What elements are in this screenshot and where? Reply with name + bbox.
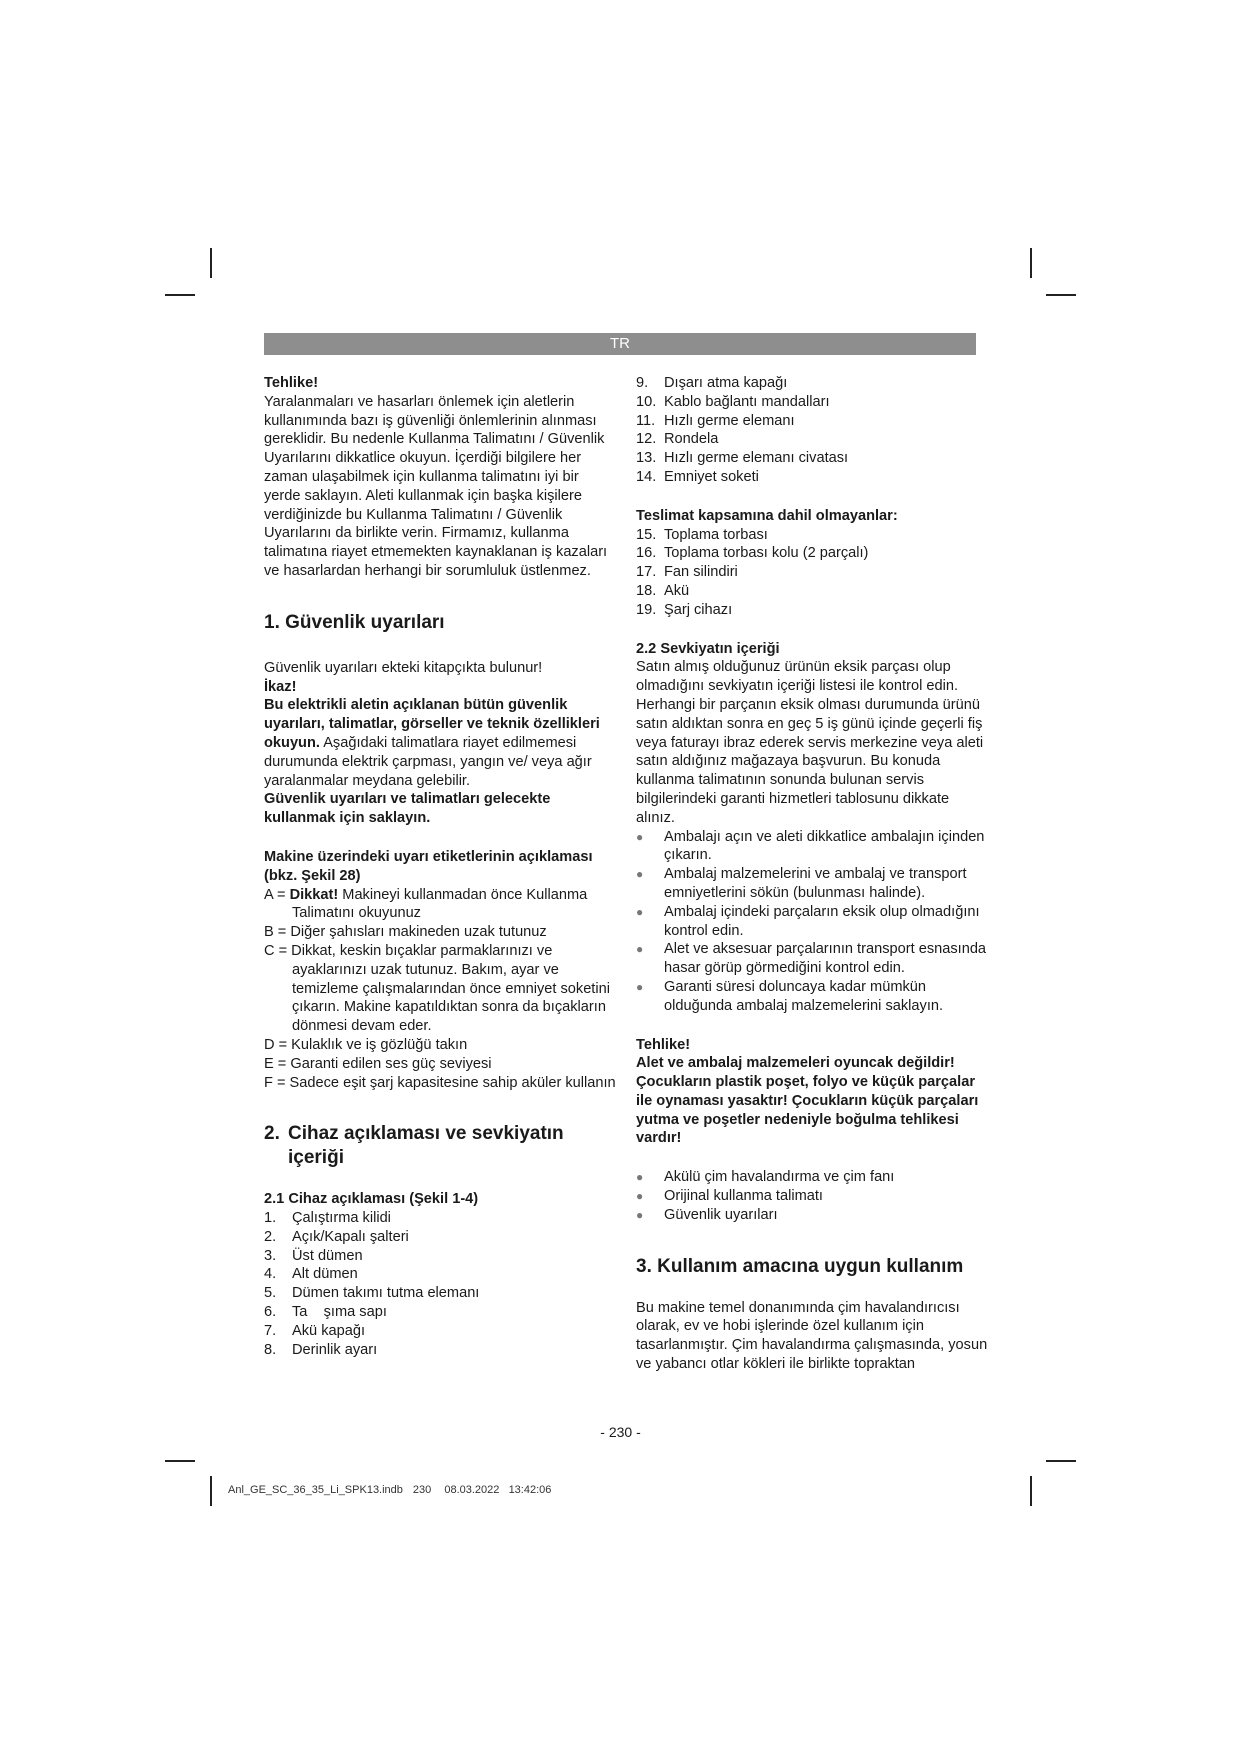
danger-title: Tehlike!	[264, 375, 319, 391]
item-number: 9.	[636, 375, 649, 391]
unpacking-bullets	[636, 828, 988, 1016]
crop-mark	[165, 1460, 195, 1462]
label-text: Garanti edilen ses güç seviyesi	[290, 1055, 492, 1072]
bullet-text: Ambalajı açın ve aleti dikkatlice ambalajın içinden çıkarın.	[664, 828, 985, 864]
item-number: 18.	[636, 582, 657, 599]
bullet-icon: ●	[636, 1189, 644, 1204]
item-number: 7.	[264, 1322, 277, 1339]
bullet-text: Ambalaj malzemelerini ve ambalaj ve transport emniyetlerini sökün (bulunması halinde).	[664, 866, 967, 901]
item-number: 1.	[264, 1210, 277, 1227]
item-text: Alt dümen	[292, 1266, 358, 1283]
item-number: 14.	[636, 468, 657, 485]
label-text: Diğer şahısları makineden uzak tutunuz	[290, 924, 547, 941]
item-number: 15.	[636, 526, 657, 543]
list-item	[636, 412, 988, 431]
bullet-icon: ●	[636, 867, 644, 882]
bullet-text: Orijinal kullanma talimatı	[664, 1188, 823, 1205]
page-number: - 230 -	[600, 1424, 641, 1440]
label-item	[264, 886, 616, 924]
bullet-item	[636, 978, 988, 1016]
crop-mark	[210, 1476, 212, 1506]
crop-mark	[1046, 1460, 1076, 1462]
section-2-title	[264, 1122, 616, 1170]
list-item	[636, 374, 988, 393]
item-number: 19.	[636, 601, 657, 618]
item-text: Dümen takımı tutma elemanı	[292, 1285, 480, 1302]
footer-page: 230	[412, 1484, 432, 1496]
list-item	[636, 526, 988, 545]
label-item	[264, 1074, 616, 1093]
right-column	[636, 374, 988, 1374]
language-header-bar	[264, 333, 976, 355]
bullet-text: Akülü çim havalandırma ve çim fanı	[664, 1169, 895, 1186]
section-2-2-text: Satın almış olduğunuz ürünün eksik parçası olup olmadığını sevkiyatın içeriği listesi ile kontrol edin. Herhangi bir parçanın eksik olması durumunda ürünü satın aldıktan sonra en geç 5 iş günü içinde geçerli fiş veya faturayı ibraz ederek servis merkezine veya aleti satın aldığınız mağazaya başvurun. Bu konuda kullanma talimatının sonunda bulunan servis bilgilerindeki garanti hizmetleri tablosunu dikkate alınız.	[636, 659, 984, 826]
item-text: Hızlı germe elemanı civatası	[664, 450, 849, 467]
list-item	[636, 582, 988, 601]
section-1-bold-2: Güvenlik uyarıları ve talimatları gelecekte kullanmak için saklayın.	[264, 791, 551, 827]
item-text: Ta şıma sapı	[292, 1304, 387, 1321]
not-included-title: Teslimat kapsamına dahil olmayanlar:	[636, 507, 898, 524]
section-1-bold-1: Bu elektrikli aletin açıklanan bütün güvenlik uyarıları, talimatlar, görseller ve teknik özellikleri okuyun.	[264, 697, 600, 751]
label-key: E =	[264, 1055, 291, 1072]
item-text: Açık/Kapalı şalteri	[292, 1228, 409, 1245]
label-key: B =	[264, 924, 291, 941]
label-key: A =	[264, 886, 290, 903]
label-key: D =	[264, 1036, 292, 1053]
language-label: TR	[610, 335, 630, 352]
list-item	[264, 1247, 616, 1266]
section-3-text: Bu makine temel donanımında çim havalandırıcısı olarak, ev ve hobi işlerinde özel kullanım için tasarlanmıştır. Çim havalandırma çalışmasında, yosun ve yabancı otlar kökleri ile birlikte topraktan	[636, 1299, 988, 1373]
danger-2-title: Tehlike!	[636, 1036, 691, 1053]
label-item	[264, 1055, 616, 1074]
list-item	[264, 1303, 616, 1322]
section-2-1-title: 2.1 Cihaz açıklaması (Şekil 1-4)	[264, 1191, 479, 1208]
item-text: Derinlik ayarı	[292, 1341, 378, 1358]
bullet-icon: ●	[636, 829, 644, 844]
item-number: 13.	[636, 450, 657, 467]
bullet-item	[636, 1168, 988, 1187]
bullet-icon: ●	[636, 979, 644, 994]
label-text: Sadece eşit şarj kapasitesine sahip aküler kullanın	[289, 1074, 616, 1091]
list-item	[264, 1284, 616, 1303]
danger-text: Yaralanmaları ve hasarları önlemek için aletlerin kullanımında bazı iş güvenliği önlemlerinin alınması gereklidir. Bu nedenle Kullanma Talimatını / Güvenlik Uyarılarını dikkatlice okuyun. İçerdiği bilgilere her zaman ulaşabilmek için kullanma talimatını iyi bir yerde saklayın. Aleti kullanmak için başka kişilere verdiğinizde bu Kullanma Talimatını / Güvenlik Uyarılarını da birlikte verin. Firmamız, kullanma talimatına riayet etmemekten kaynaklanan iş kazaları ve hasarlardan herhangi bir sorumluluk üstlenmez.	[264, 393, 608, 579]
footer-datetime: 08.03.2022 13:42:06	[444, 1484, 552, 1496]
parts-list	[264, 1209, 616, 1359]
item-number: 6.	[264, 1304, 277, 1321]
label-text: Makineyi kullanmadan önce Kullanma Talimatını okuyunuz	[292, 886, 588, 922]
item-text: Dışarı atma kapağı	[664, 375, 788, 391]
label-item	[264, 942, 616, 1036]
list-item	[636, 601, 988, 620]
labels-list	[264, 886, 616, 1093]
label-key: C =	[264, 942, 292, 959]
item-number: 10.	[636, 393, 657, 410]
list-item	[636, 430, 988, 449]
bullet-item	[636, 940, 988, 978]
item-number: 2.	[264, 1228, 277, 1245]
footer-file: Anl_GE_SC_36_35_Li_SPK13.indb	[228, 1484, 403, 1496]
crop-mark	[210, 248, 212, 278]
item-text: Akü kapağı	[292, 1322, 366, 1339]
label-item	[264, 923, 616, 942]
item-number: 11.	[636, 412, 656, 429]
item-text: Toplama torbası kolu (2 parçalı)	[664, 545, 869, 562]
crop-mark	[165, 294, 195, 296]
crop-mark	[1046, 294, 1076, 296]
bullet-text: Garanti süresi doluncaya kadar mümkün olduğunda ambalaj malzemelerini saklayın.	[664, 978, 944, 1014]
list-item	[264, 1265, 616, 1284]
item-text: Üst dümen	[292, 1247, 363, 1264]
list-item	[636, 544, 988, 563]
item-text: Çalıştırma kilidi	[292, 1210, 391, 1227]
bullet-text: Alet ve aksesuar parçalarının transport esnasında hasar görüp görmediğini kontrol edin.	[664, 941, 987, 977]
bullet-icon: ●	[636, 1207, 644, 1222]
bullet-icon: ●	[636, 942, 644, 957]
section-1-paragraph	[264, 696, 616, 790]
section-1-warning: İkaz!	[264, 678, 297, 695]
section-1-title: 1. Güvenlik uyarıları	[264, 611, 445, 633]
labels-title: Makine üzerindeki uyarı etiketlerinin açıklaması (bkz. Şekil 28)	[264, 848, 593, 884]
print-footer	[228, 1484, 551, 1496]
section-2-text: Cihaz açıklaması ve sevkiyatın içeriği	[288, 1123, 564, 1169]
delivery-contents-list	[636, 1168, 988, 1224]
item-number: 12.	[636, 431, 657, 448]
label-bold: Dikkat!	[289, 886, 339, 903]
label-text: Kulaklık ve iş gözlüğü takın	[291, 1036, 468, 1053]
item-number: 16.	[636, 545, 657, 562]
list-item	[264, 1341, 616, 1360]
item-text: Hızlı germe elemanı	[664, 412, 795, 429]
label-text: Dikkat, keskin bıçaklar parmaklarınızı ve ayaklarınızı uzak tutunuz. Bakım, ayar ve temizleme çalışmalarından önce emniyet soketini çıkarın. Makine kapatıldıktan sonra da bıçakların dönmesi devam eder.	[291, 942, 610, 1035]
list-item	[636, 468, 988, 487]
item-text: Fan silindiri	[664, 564, 738, 581]
bullet-item	[636, 865, 988, 903]
list-item	[264, 1322, 616, 1341]
list-item	[264, 1209, 616, 1228]
bullet-text: Ambalaj içindeki parçaların eksik olup olmadığını kontrol edin.	[664, 903, 980, 939]
item-text: Şarj cihazı	[664, 601, 733, 618]
item-text: Akü	[664, 582, 690, 599]
bullet-icon: ●	[636, 1170, 644, 1185]
section-2-2-title: 2.2 Sevkiyatın içeriği	[636, 640, 780, 657]
label-key: F =	[264, 1074, 290, 1091]
item-text: Rondela	[664, 431, 719, 448]
crop-mark	[1030, 1476, 1032, 1506]
parts-list-continued	[636, 374, 988, 487]
item-number: 3.	[264, 1247, 277, 1264]
section-1-intro: Güvenlik uyarıları ekteki kitapçıkta bulunur!	[264, 659, 543, 676]
crop-mark	[1030, 248, 1032, 278]
item-number: 4.	[264, 1266, 277, 1283]
section-2-number: 2.	[264, 1123, 280, 1145]
item-number: 5.	[264, 1285, 277, 1302]
list-item	[636, 449, 988, 468]
left-column	[264, 374, 616, 1359]
list-item	[636, 393, 988, 412]
bullet-icon: ●	[636, 904, 644, 919]
list-item	[636, 563, 988, 582]
bullet-item	[636, 1206, 988, 1225]
item-number: 17.	[636, 564, 657, 581]
item-text: Toplama torbası	[664, 526, 768, 543]
item-number: 8.	[264, 1341, 277, 1358]
section-1-normal-1: Aşağıdaki talimatlara riayet edilmemesi durumunda elektrik çarpması, yangın ve/ veya ağır yaralanmalar meydana gelebilir.	[264, 734, 592, 789]
danger-2-text: Alet ve ambalaj malzemeleri oyuncak değildir! Çocukların plastik poşet, folyo ve küçük parçalar ile oynaması yasaktır! Çocukların küçük parçaları yutma ve poşetler nedeniyle boğulma tehlikesi vardır!	[636, 1055, 979, 1147]
not-included-list	[636, 526, 988, 620]
bullet-item	[636, 903, 988, 941]
bullet-item	[636, 1187, 988, 1206]
item-text: Emniyet soketi	[664, 468, 759, 485]
section-3-title: 3. Kullanım amacına uygun kullanım	[636, 1255, 964, 1277]
bullet-text: Güvenlik uyarıları	[664, 1206, 778, 1223]
bullet-item	[636, 828, 988, 866]
list-item	[264, 1228, 616, 1247]
label-item	[264, 1036, 616, 1055]
item-text: Kablo bağlantı mandalları	[664, 393, 830, 410]
